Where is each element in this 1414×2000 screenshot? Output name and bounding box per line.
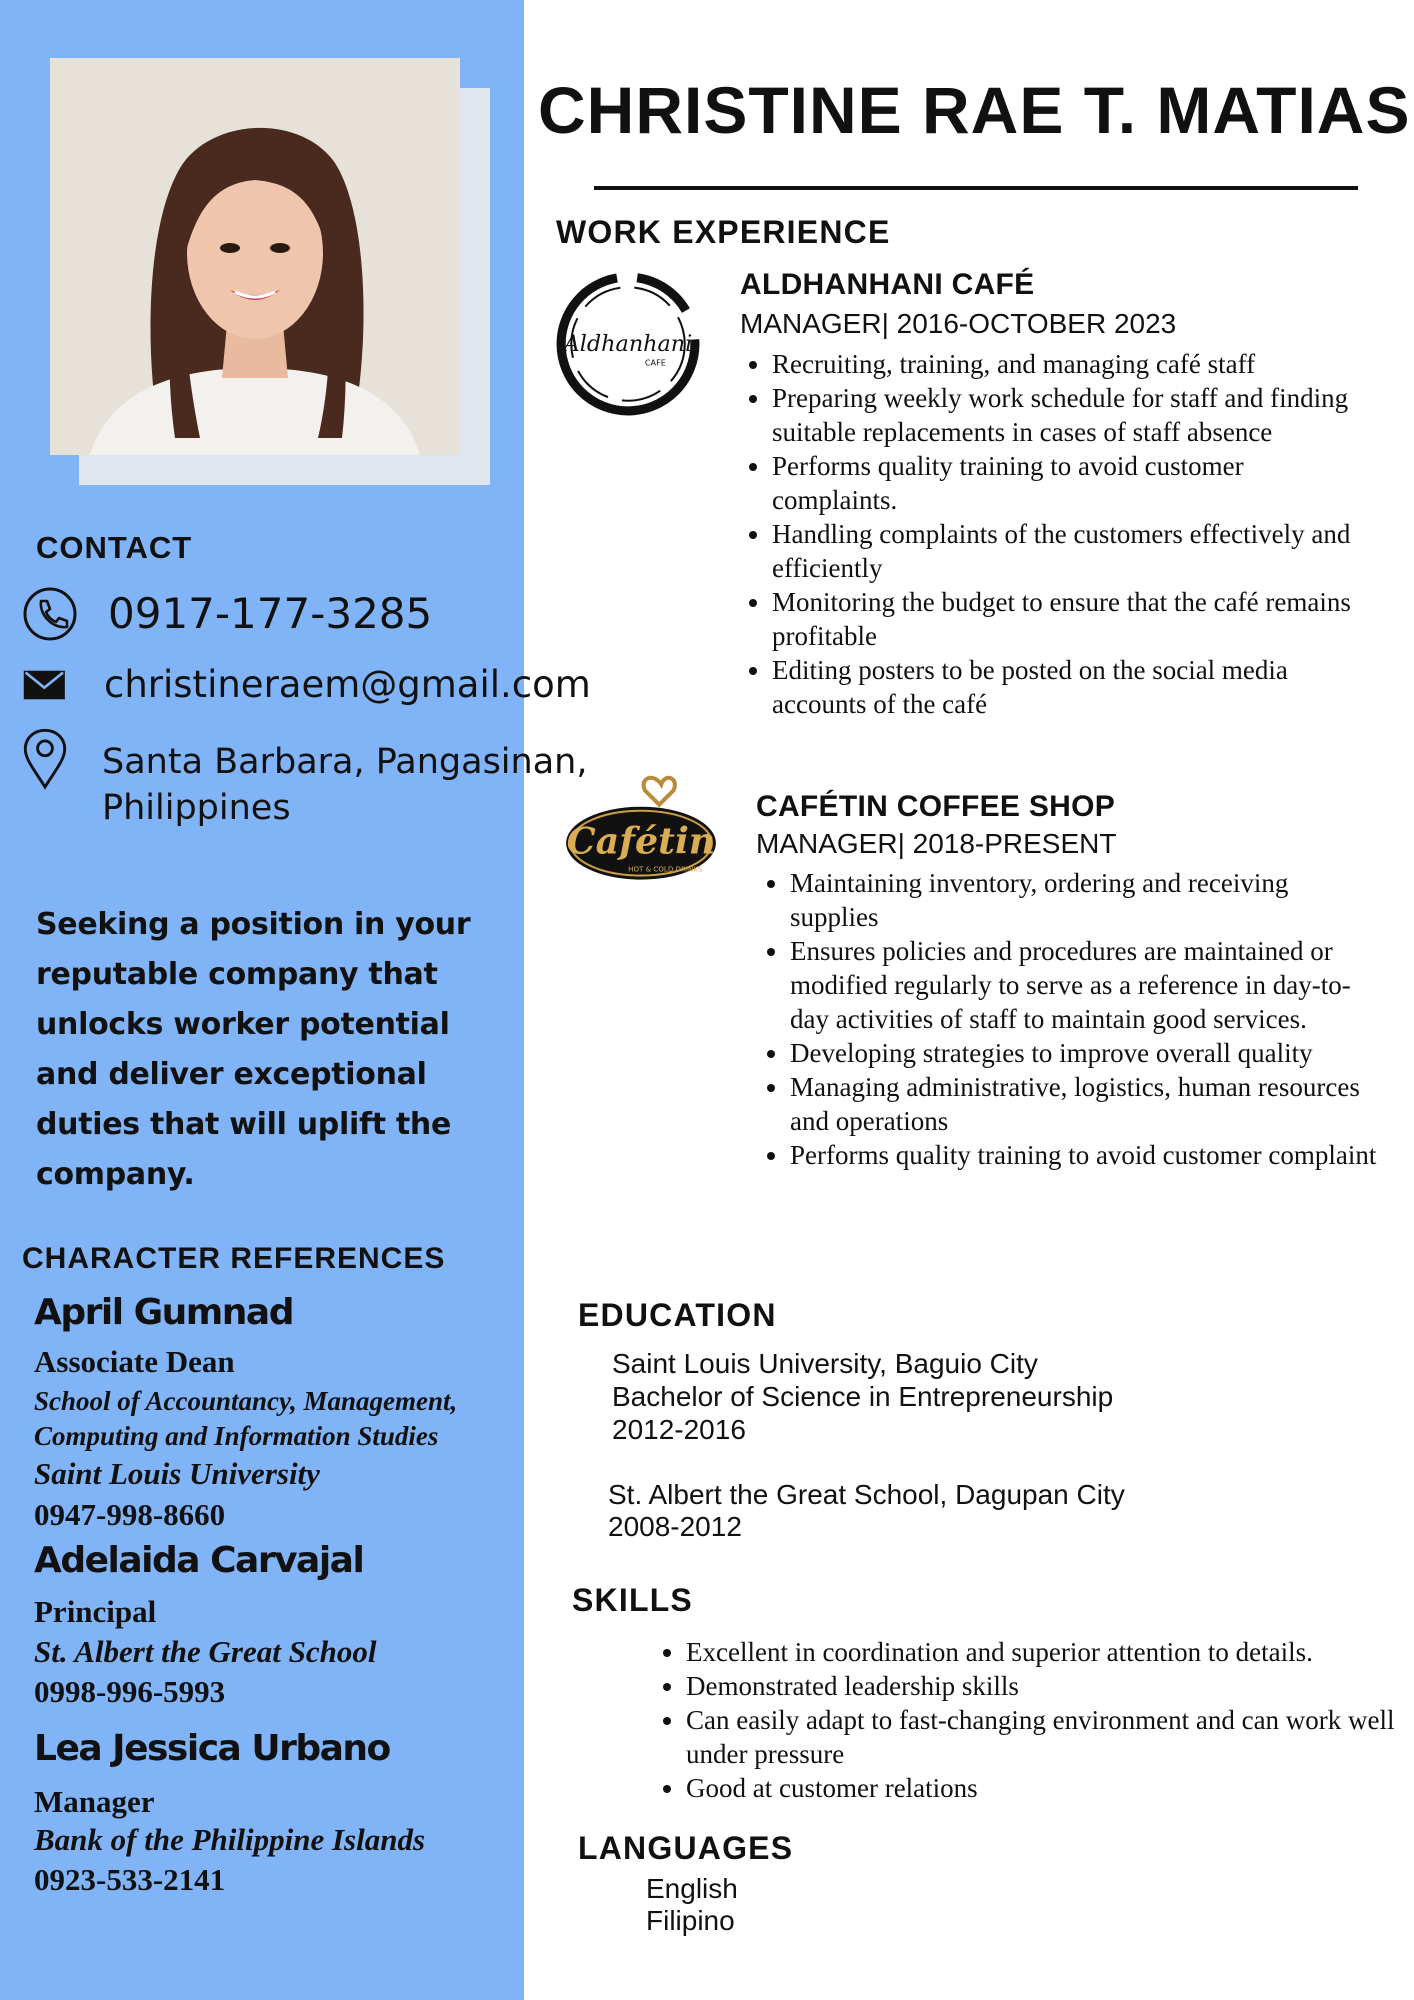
languages-heading: LANGUAGES [578,1830,794,1866]
objective-text: Seeking a position in your reputable company that unlocks worker potential and deliver exceptional duties that will uplift the company. [36,907,471,1192]
cafetin-logo-text: Cafétin [566,819,716,863]
contact-heading: CONTACT [36,530,193,565]
contact-phone [22,586,432,642]
reference-org: St. Albert the Great School [34,1634,377,1669]
language-item: Filipino [646,1905,735,1936]
education-school: Saint Louis University, Baguio City [612,1348,1038,1379]
list-item: • Demonstrated leadership skills [686,1669,1406,1703]
reference-name: April Gumnad [34,1292,293,1333]
aldhanhani-logo-subtext: CAFE [644,357,666,368]
contact-address-line1: Santa Barbara, Pangasinan, [102,742,588,782]
skills-list [650,1635,1406,1805]
language-item: English [646,1873,738,1904]
list-item: • Handling complaints of the customers effectively and efficiently [772,517,1362,585]
reference-phone: 0923-533-2141 [34,1862,226,1897]
list-item: • Excellent in coordination and superior attention to details. [686,1635,1406,1669]
education-school: St. Albert the Great School, Dagupan City [608,1479,1125,1510]
job-company: CAFÉTIN COFFEE SHOP [756,790,1116,823]
list-item: • Recruiting, training, and managing café staff [772,347,1362,381]
profile-photo [50,58,460,455]
education-years: 2008-2012 [608,1511,742,1542]
reference-phone: 0947-998-8660 [34,1497,226,1532]
reference-dept: Computing and Information Studies [34,1421,439,1451]
work-experience-heading: WORK EXPERIENCE [556,214,891,250]
cafetin-logo-subtext: HOT & COLD DRINKS [628,864,703,874]
reference-phone: 0998-996-5993 [34,1674,226,1709]
job-company: ALDHANHANI CAFÉ [740,268,1035,301]
contact-address [22,725,587,831]
list-item: • Good at customer relations [686,1771,1406,1805]
references-heading: CHARACTER REFERENCES [22,1242,446,1275]
reference-org: Bank of the Philippine Islands [34,1822,426,1857]
education-years: 2012-2016 [612,1414,746,1445]
list-item: • Can easily adapt to fast-changing environment and can work well under pressure [686,1703,1406,1771]
list-item: • Monitoring the budget to ensure that the café remains profitable [772,585,1362,653]
reference-name: Lea Jessica Urbano [34,1728,390,1769]
title-divider [594,186,1358,190]
list-item: • Performs quality training to avoid customer complaint [790,1138,1380,1172]
reference-org: Saint Louis University [34,1456,320,1491]
job-role: MANAGER| 2018-PRESENT [756,828,1117,859]
phone-icon [22,586,78,642]
list-item: • Maintaining inventory, ordering and receiving supplies [790,866,1380,934]
contact-phone-text[interactable]: 0917-177-3285 [108,589,433,638]
aldhanhani-logo-text: Aldhanhani [563,331,693,358]
skills-heading: SKILLS [572,1582,693,1618]
list-item: • Ensures policies and procedures are maintained or modified regularly to serve as a reference in day-to-day activities of staff to maintain good services. [790,934,1380,1036]
job-role: MANAGER| 2016-OCTOBER 2023 [740,308,1177,339]
job-bullets [736,347,1362,721]
aldhanhani-logo [552,268,704,420]
list-item: • Preparing weekly work schedule for staff and finding suitable replacements in cases of staff absence [772,381,1362,449]
education-heading: EDUCATION [578,1297,777,1333]
list-item: • Managing administrative, logistics, human resources and operations [790,1070,1380,1138]
list-item: • Performs quality training to avoid customer complaints. [772,449,1362,517]
reference-name: Adelaida Carvajal [34,1540,364,1581]
contact-email [22,660,591,710]
contact-email-text[interactable]: christineraem@gmail.com [104,663,591,706]
reference-position: Associate Dean [34,1344,235,1379]
cafetin-logo [560,770,722,892]
page-title: CHRISTINE RAE T. MATIAS [538,73,1411,147]
contact-address-line2: Philippines [102,788,291,828]
reference-dept: School of Accountancy, Management, [34,1386,458,1416]
list-item: • Editing posters to be posted on the social media accounts of the café [772,653,1362,721]
list-item: • Developing strategies to improve overall quality [790,1036,1380,1070]
job-bullets [754,866,1380,1172]
reference-position: Principal [34,1594,157,1629]
mail-icon [22,660,72,710]
reference-position: Manager [34,1784,155,1819]
location-pin-icon [22,725,68,793]
education-degree: Bachelor of Science in Entrepreneurship [612,1381,1114,1412]
